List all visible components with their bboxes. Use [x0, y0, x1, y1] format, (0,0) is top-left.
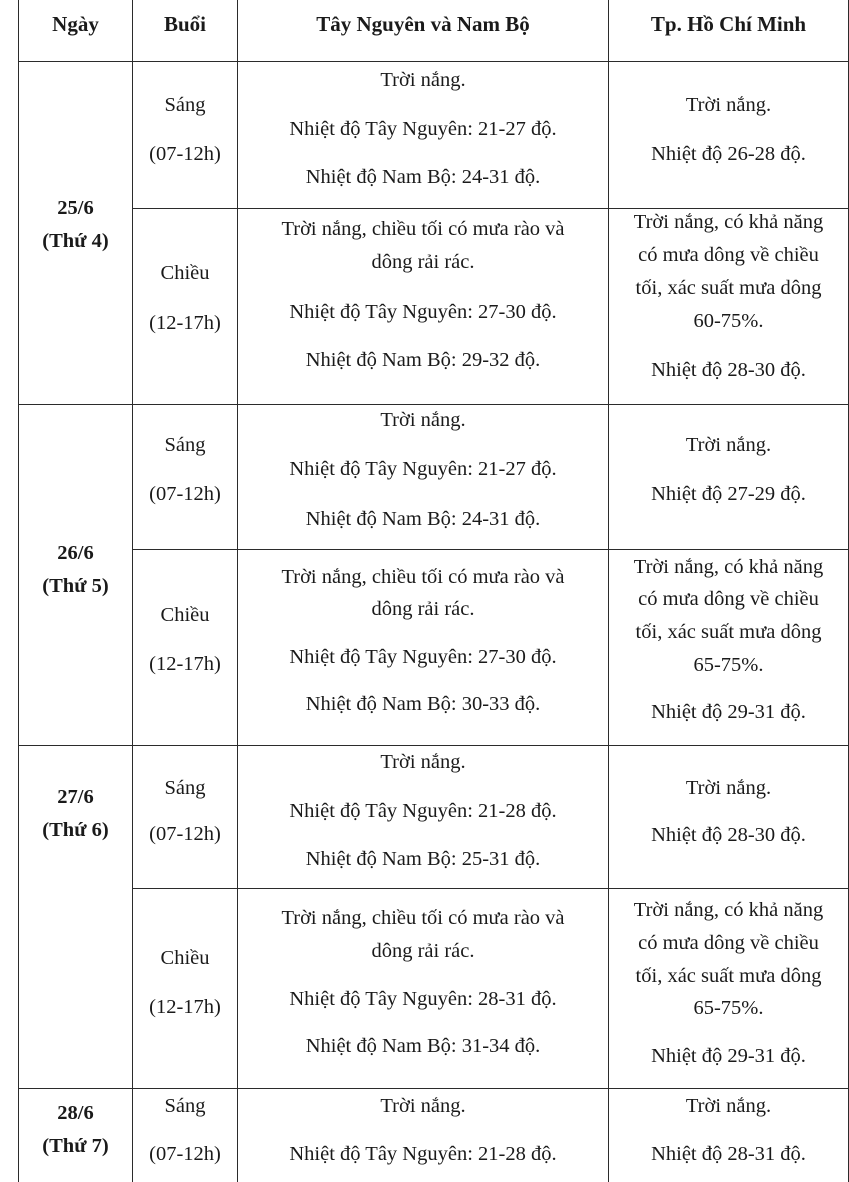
region-forecast-line: Nhiệt độ Nam Bộ: 30-33 độ. [305, 693, 541, 715]
region-forecast-line: Nhiệt độ Nam Bộ: 25-31 độ. [305, 848, 541, 870]
session-hours: (12-17h) [149, 996, 221, 1018]
hcm-forecast-line: Nhiệt độ 28-30 độ. [651, 359, 806, 381]
header-day: Ngày [52, 12, 99, 36]
hcm-forecast-line: Trời nắng. [685, 1095, 772, 1117]
day-date: 26/6 [57, 542, 94, 564]
hcm-forecast-line: Trời nắng, có khả năng [633, 556, 824, 578]
region-forecast-line: Trời nắng. [380, 409, 466, 431]
hcm-forecast-line: Nhiệt độ 26-28 độ. [651, 143, 806, 165]
hcm-forecast-line: tối, xác suất mưa dông [635, 965, 822, 987]
day-weekday: (Thứ 6) [42, 819, 109, 841]
region-forecast-line: Nhiệt độ Tây Nguyên: 28-31 độ. [289, 988, 557, 1010]
hcm-forecast-line: Trời nắng. [685, 777, 772, 799]
hcm-forecast-line: Nhiệt độ 29-31 độ. [651, 1045, 806, 1067]
session-name: Chiều [160, 262, 210, 284]
hcm-forecast-line: Nhiệt độ 27-29 độ. [651, 483, 806, 505]
hcm-forecast-line: có mưa dông về chiều [638, 588, 819, 610]
region-forecast-line: dông rải rác. [371, 251, 475, 273]
region-forecast-line: Nhiệt độ Nam Bộ: 29-32 độ. [305, 349, 541, 371]
hcm-forecast-line: Trời nắng. [685, 94, 772, 116]
region-forecast-line: Nhiệt độ Tây Nguyên: 21-27 độ. [289, 118, 557, 140]
region-forecast-line: Nhiệt độ Tây Nguyên: 21-27 độ. [289, 458, 557, 480]
hcm-forecast-line: 65-75%. [693, 997, 764, 1019]
session-hours: (12-17h) [149, 653, 221, 675]
hcm-forecast-line: Nhiệt độ 28-30 độ. [651, 824, 806, 846]
region-forecast-line: Nhiệt độ Tây Nguyên: 27-30 độ. [289, 301, 557, 323]
region-forecast-line: Nhiệt độ Nam Bộ: 24-31 độ. [305, 508, 541, 530]
hcm-forecast-line: có mưa dông về chiều [638, 244, 819, 266]
day-date: 28/6 [57, 1102, 94, 1124]
row-divider [18, 404, 849, 405]
region-forecast-line: Trời nắng, chiều tối có mưa rào và [281, 907, 565, 929]
region-forecast-line: Trời nắng, chiều tối có mưa rào và [281, 218, 565, 240]
session-name: Sáng [164, 1095, 206, 1117]
hcm-forecast-line: có mưa dông về chiều [638, 932, 819, 954]
row-divider [18, 745, 849, 746]
hcm-forecast-line: tối, xác suất mưa dông [635, 621, 822, 643]
hcm-forecast-line: tối, xác suất mưa dông [635, 277, 822, 299]
region-forecast-line: Nhiệt độ Tây Nguyên: 21-28 độ. [289, 800, 557, 822]
row-divider [132, 549, 849, 550]
hcm-forecast-line: 60-75%. [693, 310, 764, 332]
region-forecast-line: Trời nắng. [380, 751, 466, 773]
region-forecast-line: Nhiệt độ Tây Nguyên: 21-28 độ. [289, 1143, 557, 1165]
hcm-forecast-line: Trời nắng, có khả năng [633, 211, 824, 233]
session-name: Chiều [160, 947, 210, 969]
hcm-forecast-line: Nhiệt độ 28-31 độ. [651, 1143, 806, 1165]
hcm-forecast-line: Trời nắng, có khả năng [633, 899, 824, 921]
region-forecast-line: Nhiệt độ Nam Bộ: 24-31 độ. [305, 166, 541, 188]
region-forecast-line: Nhiệt độ Nam Bộ: 31-34 độ. [305, 1035, 541, 1057]
region-forecast-line: Nhiệt độ Tây Nguyên: 27-30 độ. [289, 646, 557, 668]
session-hours: (07-12h) [149, 823, 221, 845]
header-divider [18, 61, 849, 62]
session-hours: (07-12h) [149, 483, 221, 505]
day-date: 27/6 [57, 786, 94, 808]
session-hours: (07-12h) [149, 143, 221, 165]
hcm-forecast-line: Trời nắng. [685, 434, 772, 456]
region-forecast-line: Trời nắng. [380, 69, 466, 91]
header-session: Buổi [163, 12, 207, 36]
region-forecast-line: Trời nắng. [380, 1095, 466, 1117]
day-weekday: (Thứ 5) [42, 575, 109, 597]
session-name: Chiều [160, 604, 210, 626]
row-divider [132, 888, 849, 889]
hcm-forecast-line: 65-75%. [693, 654, 764, 676]
session-name: Sáng [164, 777, 206, 799]
session-hours: (12-17h) [149, 312, 221, 334]
region-forecast-line: dông rải rác. [371, 940, 475, 962]
session-name: Sáng [164, 434, 206, 456]
session-hours: (07-12h) [149, 1143, 221, 1165]
hcm-forecast-line: Nhiệt độ 29-31 độ. [651, 701, 806, 723]
day-weekday: (Thứ 4) [42, 230, 109, 252]
header-hcm: Tp. Hồ Chí Minh [650, 12, 807, 36]
region-forecast-line: Trời nắng, chiều tối có mưa rào và [281, 566, 565, 588]
day-date: 25/6 [57, 197, 94, 219]
region-forecast-line: dông rải rác. [371, 598, 475, 620]
row-divider [18, 1088, 849, 1089]
day-weekday: (Thứ 7) [42, 1135, 109, 1157]
session-name: Sáng [164, 94, 206, 116]
header-region: Tây Nguyên và Nam Bộ [316, 12, 530, 36]
